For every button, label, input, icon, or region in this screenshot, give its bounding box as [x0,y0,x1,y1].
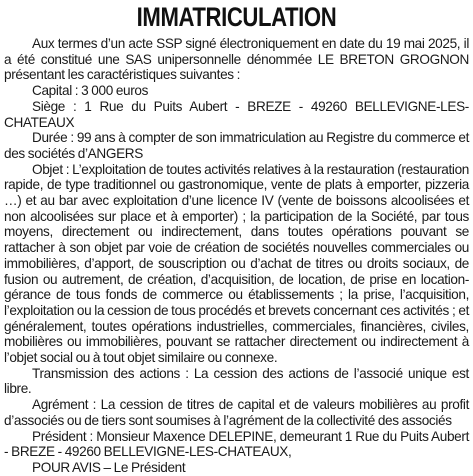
transmission-paragraph: Transmission des actions : La cession des actions de l’associé unique est libre. [4,365,469,397]
president-paragraph: Président : Monsieur Maxence DELEPINE, demeurant 1 Rue du Puits Aubert - BREZE - 49260 BELLEVIGNE-LES-CHATEAUX, [4,428,469,460]
legal-notice [4,0,469,476]
notice-body [4,36,469,476]
signature-paragraph: POUR AVIS – Le Président [32,459,186,475]
capital-paragraph: Capital : 3 000 euros [32,83,149,99]
intro-paragraph: Aux termes d’un acte SSP signé électroniquement en date du 19 mai 2025, il a été constitué une SAS unipersonnelle dénommée LE BRETON GROGNON présentant les caractéristiques suivantes : [4,36,469,83]
duree-paragraph: Durée : 99 ans à compter de son immatriculation au Registre du commerce et des sociétés d’ANGERS [4,130,469,161]
notice-title: IMMATRICULATION [136,2,337,32]
objet-paragraph: Objet : L’exploitation de toutes activités relatives à la restauration (restauration rapide, de type traditionnel ou gastronomique, vente de plats à emporter, pizzeria …) et au bar avec exploitation d’une licence IV (vente de boissons alcoolisées et non alcoolisées sur place et à emporter) ; la participation de la Société, par tous moyens, directement ou indirectement, dans toutes opérations pouvant se rattacher à son objet par voie de création de sociétés nouvelles commerciales ou immobilières, d’apport, de souscription ou d’achat de titres ou droits sociaux, de fusion ou autrement, de création, d’acquisition, de location, de prise en location-gérance de tous fonds de commerce ou établissements ; la prise, l’acquisition, l’exploitation ou la cession de tous procédés et brevets concernant ces activités ; et généralement, toutes opérations industrielles, commerciales, financières, civiles, mobilières ou immobilières, pouvant se rattacher directement ou indirectement à l’objet social ou à tout objet similaire ou connexe. [4,161,469,366]
agrement-paragraph: Agrément : La cession de titres de capital et de valeurs mobilières au profit d’associés ou de tiers sont soumises à l’agrément de la collectivité des associés [4,397,469,428]
siege-paragraph: Siège : 1 Rue du Puits Aubert - BREZE - 49260 BELLEVIGNE-LES-CHATEAUX [4,98,469,130]
